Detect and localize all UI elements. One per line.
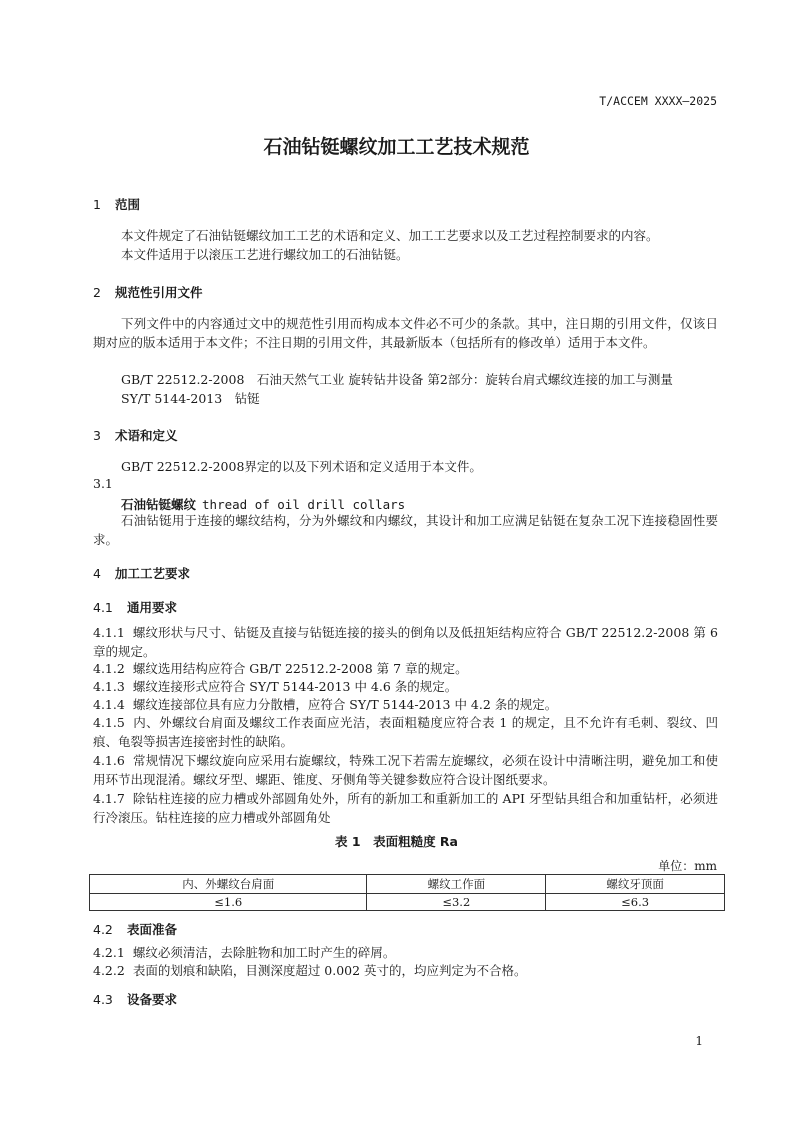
table-header-cell: 内、外螺纹台肩面	[90, 875, 367, 894]
terms-intro: GB/T 22512.2-2008界定的以及下列术语和定义适用于本文件。	[121, 459, 482, 474]
section-number: 4.1	[93, 600, 113, 615]
clause-4-1-7	[93, 789, 718, 827]
table-cell: ≤1.6	[90, 894, 367, 911]
clause-4-1-5	[93, 713, 718, 751]
clause-4-1-3	[93, 677, 718, 696]
reference-item: GB/T 22512.2-2008 石油天然气工业 旋转钻井设备 第2部分：旋转台肩式螺纹连接的加工与测量	[121, 372, 673, 387]
term-english: thread of oil drill collars	[202, 497, 406, 512]
standard-code: T/ACCEM XXXX—2025	[599, 94, 717, 108]
clause-4-1-1	[93, 623, 718, 661]
term-definition: 石油钻铤用于连接的螺纹结构，分为外螺纹和内螺纹，其设计和加工应满足钻铤在复杂工况下连接稳固性要求。	[93, 513, 718, 547]
clause-number: 4.1.7	[93, 791, 125, 806]
clause-text: 常规情况下螺纹旋向应采用右旋螺纹，特殊工况下若需左旋螺纹，必须在设计中清晰注明，避免加工和使用环节出现混淆。螺纹牙型、螺距、锥度、牙侧角等关键参数应符合设计图纸要求。	[93, 753, 718, 787]
clause-4-2-1	[93, 943, 718, 962]
table-caption: 表 1 表面粗糙度 Ra	[335, 834, 458, 849]
clause-number: 4.1.3	[93, 679, 125, 694]
section-title: 设备要求	[127, 992, 178, 1007]
clause-number: 4.1.6	[93, 753, 125, 768]
table-cell: ≤3.2	[367, 894, 546, 911]
page-number: 1	[695, 1034, 703, 1048]
section-title: 规范性引用文件	[115, 285, 203, 300]
roughness-table	[89, 874, 725, 911]
section-1-heading	[93, 195, 140, 213]
clause-text: 螺纹连接部位具有应力分散槽，应符合 SY/T 5144-2013 中 4.2 条的规定。	[132, 697, 558, 712]
section-title: 加工工艺要求	[115, 566, 191, 581]
term-number: 3.1	[93, 476, 113, 491]
clause-text: 表面的划痕和缺陷，目测深度超过 0.002 英寸的，均应判定为不合格。	[132, 963, 527, 978]
reference-item: SY/T 5144-2013 钻铤	[121, 391, 260, 406]
section-title: 通用要求	[127, 600, 178, 615]
section-number: 1	[93, 197, 101, 212]
subsection-4-2-heading	[93, 920, 177, 938]
section-number: 4	[93, 566, 101, 581]
table-cell: ≤6.3	[546, 894, 725, 911]
term-chinese: 石油钻铤螺纹	[121, 497, 197, 512]
table-header-cell: 螺纹牙顶面	[546, 875, 725, 894]
section-4-heading	[93, 564, 190, 582]
section-title: 术语和定义	[115, 428, 178, 443]
clause-text: 螺纹形状与尺寸、钻铤及直接与钻铤连接的接头的倒角以及低扭矩结构应符合 GB/T 22512.2-2008 第 6 章的规定。	[93, 625, 718, 659]
subsection-4-3-heading	[93, 990, 177, 1008]
clause-text: 螺纹必须清洁，去除脏物和加工时产生的碎屑。	[132, 945, 396, 960]
clause-4-1-4	[93, 695, 718, 714]
section-title: 范围	[115, 197, 141, 212]
section-number: 3	[93, 428, 101, 443]
clause-text: 螺纹选用结构应符合 GB/T 22512.2-2008 第 7 章的规定。	[132, 661, 468, 676]
clause-text: 螺纹连接形式应符合 SY/T 5144-2013 中 4.6 条的规定。	[132, 679, 458, 694]
clause-number: 4.1.1	[93, 625, 125, 640]
table-header-cell: 螺纹工作面	[367, 875, 546, 894]
clause-text: 内、外螺纹台肩面及螺纹工作表面应光洁，表面粗糙度应符合表 1 的规定，且不允许有毛刺、裂纹、凹痕、龟裂等损害连接密封性的缺陷。	[93, 715, 718, 749]
section-3-heading	[93, 426, 178, 444]
references-intro: 下列文件中的内容通过文中的规范性引用而构成本文件必不可少的条款。其中，注日期的引用文件，仅该日期对应的版本适用于本文件；不注日期的引用文件，其最新版本（包括所有的修改单）适用于本文件。	[93, 316, 718, 350]
document-title: 石油钻铤螺纹加工工艺技术规范	[263, 136, 530, 158]
table-unit: 单位：mm	[658, 859, 717, 873]
clause-number: 4.2.1	[93, 945, 125, 960]
clause-number: 4.2.2	[93, 963, 125, 978]
table-header-row	[90, 875, 725, 894]
subsection-4-1-heading	[93, 598, 177, 616]
clause-4-1-2	[93, 659, 718, 678]
clause-text: 除钻柱连接的应力槽或外部圆角处外，所有的新加工和重新加工的 API 牙型钻具组合和加重钻杆，必须进行冷滚压。钻柱连接的应力槽或外部圆角处	[93, 791, 718, 825]
clause-4-2-2	[93, 961, 718, 980]
clause-4-1-6	[93, 751, 718, 789]
clause-number: 4.1.4	[93, 697, 125, 712]
section-title: 表面准备	[127, 922, 178, 937]
clause-number: 4.1.5	[93, 715, 125, 730]
section-number: 4.2	[93, 922, 113, 937]
table-row	[90, 894, 725, 911]
section-number: 4.3	[93, 992, 113, 1007]
scope-paragraph-2: 本文件适用于以滚压工艺进行螺纹加工的石油钻铤。	[121, 247, 409, 262]
clause-number: 4.1.2	[93, 661, 125, 676]
section-2-heading	[93, 283, 203, 301]
scope-paragraph-1: 本文件规定了石油钻铤螺纹加工工艺的术语和定义、加工工艺要求以及工艺过程控制要求的内容。	[121, 228, 659, 243]
section-number: 2	[93, 285, 101, 300]
